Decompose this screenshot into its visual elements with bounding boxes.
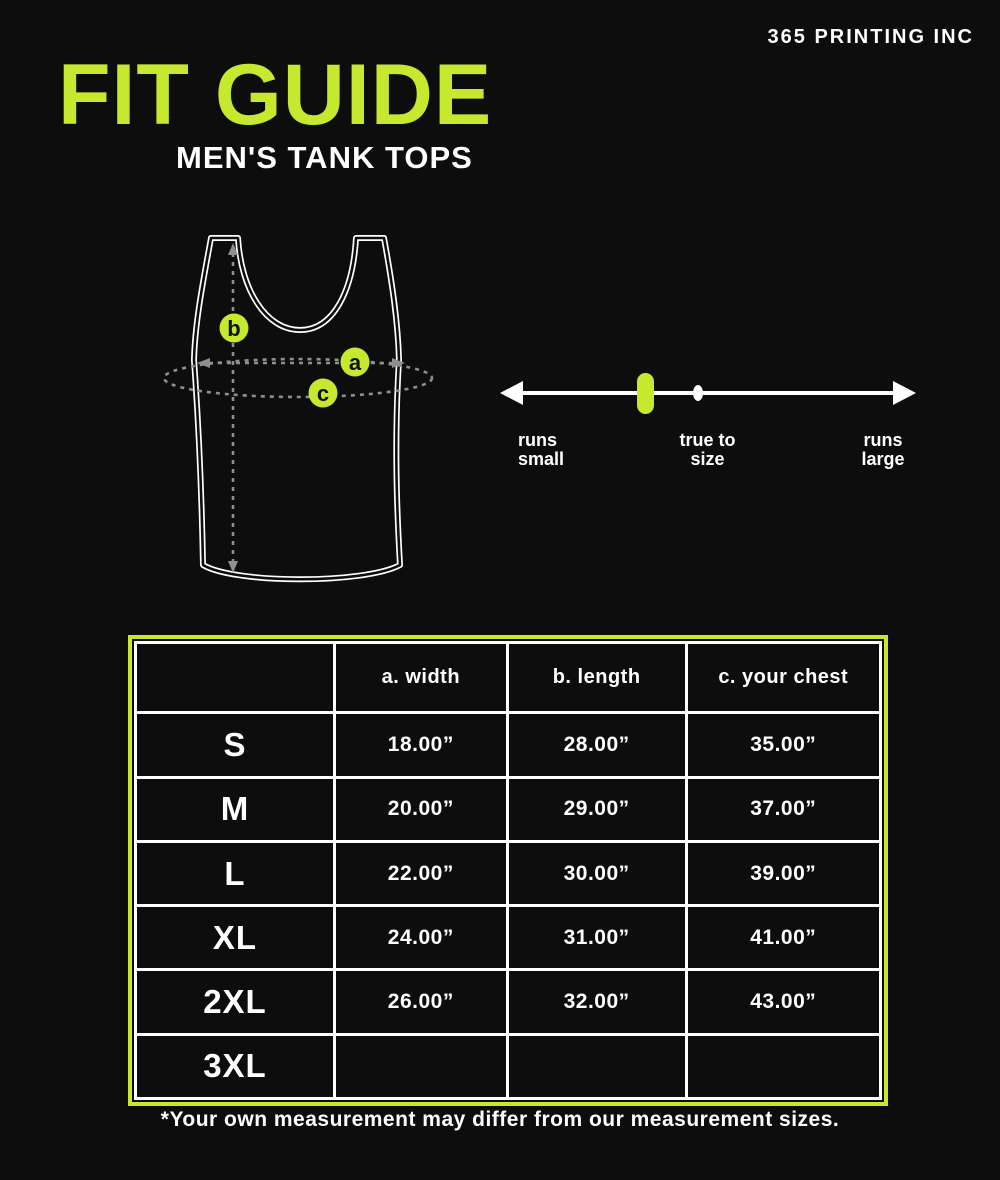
marker-c-label: c [316, 381, 330, 406]
length-cell: 30.00” [507, 841, 686, 905]
chest-cell: 43.00” [686, 970, 880, 1034]
width-cell: 26.00” [334, 970, 507, 1034]
page-subtitle: MEN'S TANK TOPS [176, 140, 473, 175]
marker-b-label: b [227, 316, 241, 341]
header-empty [136, 643, 335, 713]
chest-cell: 35.00” [686, 713, 880, 777]
length-cell [507, 1034, 686, 1098]
chest-cell: 41.00” [686, 906, 880, 970]
size-label: 3XL [136, 1034, 335, 1098]
size-label: S [136, 713, 335, 777]
table-row-xl [136, 906, 881, 970]
size-label: M [136, 777, 335, 841]
scale-label-runs-small: runs small [518, 430, 565, 469]
size-table [134, 641, 882, 1100]
chest-cell [686, 1034, 880, 1098]
header-chest: c. your chest [686, 643, 880, 713]
header-length: b. length [507, 643, 686, 713]
marker-b [220, 314, 249, 343]
fit-scale-axis [500, 381, 916, 405]
marker-a-label: a [348, 350, 362, 375]
length-cell: 29.00” [507, 777, 686, 841]
length-cell: 28.00” [507, 713, 686, 777]
chest-cell: 37.00” [686, 777, 880, 841]
header-width: a. width [334, 643, 507, 713]
width-cell: 20.00” [334, 777, 507, 841]
table-row-l [136, 841, 881, 905]
marker-a [341, 348, 370, 377]
width-cell: 18.00” [334, 713, 507, 777]
width-cell: 22.00” [334, 841, 507, 905]
fit-position-marker [637, 373, 654, 414]
tank-top-outline [194, 238, 400, 579]
tank-top-diagram [150, 212, 480, 612]
width-cell: 24.00” [334, 906, 507, 970]
true-to-size-dot [693, 385, 703, 401]
length-measure-arrow [227, 243, 241, 573]
table-row-m [136, 777, 881, 841]
scale-label-true-to-size: true to size [679, 430, 736, 469]
measurement-disclaimer: *Your own measurement may differ from our measurement sizes. [160, 1108, 840, 1131]
right-arrowhead-icon [893, 381, 916, 405]
size-label: 2XL [136, 970, 335, 1034]
size-table-container [128, 635, 888, 1106]
table-row-2xl [136, 970, 881, 1034]
size-label: L [136, 841, 335, 905]
scale-label-runs-large: runs large [861, 430, 905, 469]
table-header-row [136, 643, 881, 713]
chest-cell: 39.00” [686, 841, 880, 905]
left-arrowhead-icon [500, 381, 523, 405]
length-cell: 32.00” [507, 970, 686, 1034]
width-cell [334, 1034, 507, 1098]
table-row-s [136, 713, 881, 777]
brand-text: 365 PRINTING INC [767, 26, 974, 48]
fit-scale [498, 368, 918, 420]
table-row-3xl [136, 1034, 881, 1098]
size-label: XL [136, 906, 335, 970]
length-cell: 31.00” [507, 906, 686, 970]
marker-c [309, 379, 338, 408]
page-title: FIT GUIDE [58, 47, 493, 143]
